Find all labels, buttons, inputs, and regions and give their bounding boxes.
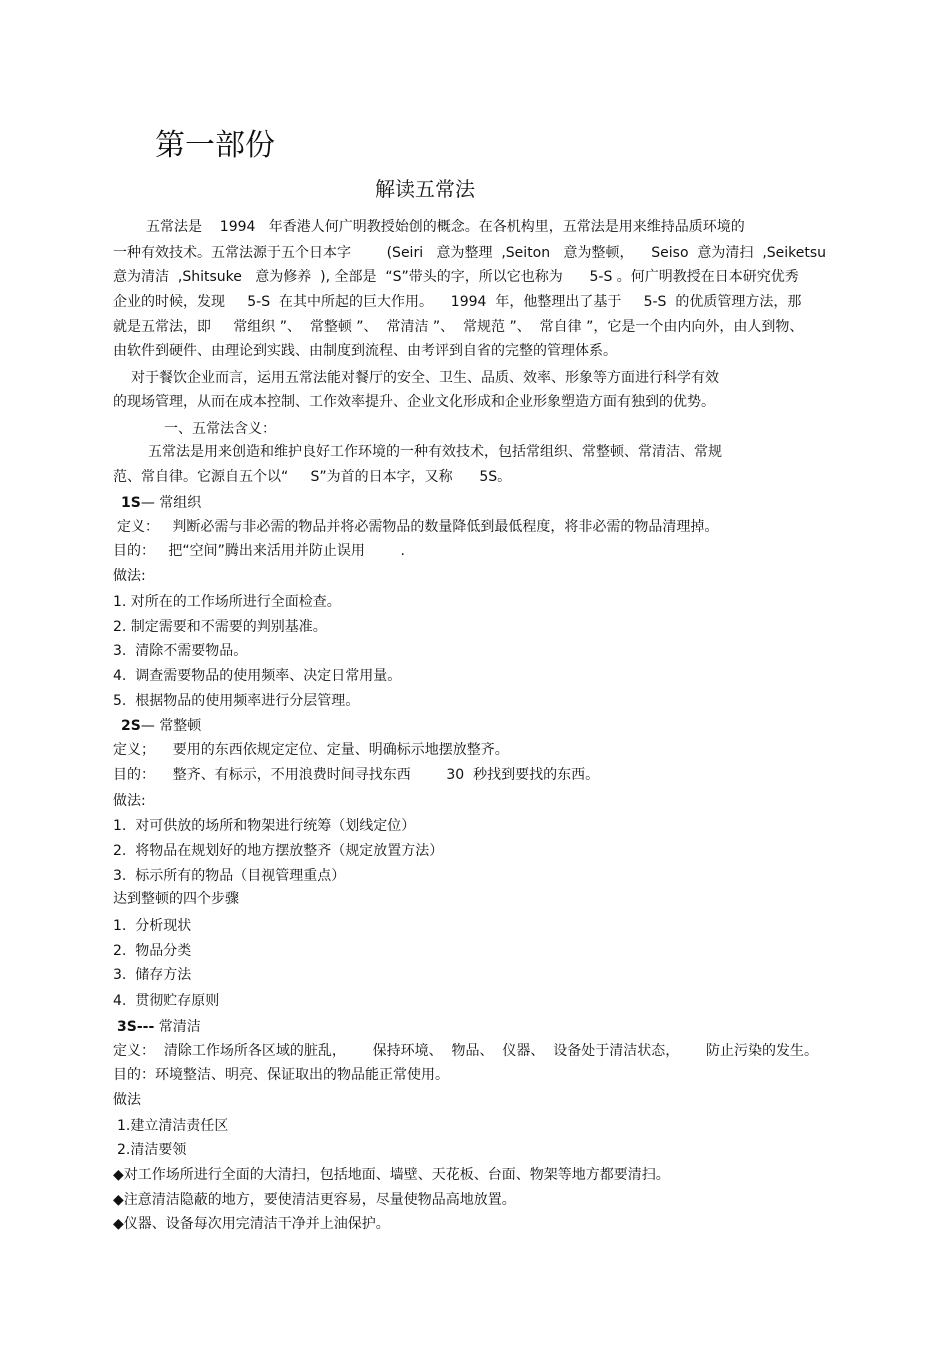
intro-line: 五常法是 1994 年香港人何广明教授始创的概念。在各机构里，五常法是用来维持品质环境的 [146,219,745,235]
s2-four-step: 2. 物品分类 [113,943,192,959]
s2-step: 3. 标示所有的物品（目视管理重点） [113,868,346,884]
s1-step: 2. 制定需要和不需要的判别基准。 [113,619,327,635]
s2-title: — 常整顿 [140,718,202,734]
s3-bullet: ◆对工作场所进行全面的大清扫，包括地面、墙壁、天花板、台面、物架等地方都要清扫。 [113,1167,670,1183]
section-title: 解读五常法 [375,177,475,201]
s3-title: 常清洁 [154,1019,201,1035]
s1-step: 4. 调查需要物品的使用频率、决定日常用量。 [113,668,402,684]
s3-heading [117,1018,201,1036]
part-title: 第一部份 [155,128,275,163]
intro-line: 意为清洁 ,Shitsuke 意为修养 ), 全部是 “S”带头的字，所以它也称为 5-S 。何广明教授在日本研究优秀 [113,269,799,285]
s1-step: 1. 对所在的工作场所进行全面检查。 [113,594,341,610]
s3-purpose: 目的：环境整洁、明亮、保证取出的物品能正常使用。 [113,1067,449,1083]
intro-line: 就是五常法，即 常组织 ”、 常整顿 ”、 常清洁 ”、 常规范 ”、 常自律 ”，它是一个由内向外，由人到物、 [113,319,804,335]
meaning-heading: 一、五常法含义： [164,421,276,437]
s1-definition: 定义： 判断必需与非必需的物品并将必需物品的数量降低到最低程度，将非必需的物品清理掉。 [117,519,719,535]
s2-step: 2. 将物品在规划好的地方摆放整齐（规定放置方法） [113,843,444,859]
s3-code: 3S--- [117,1019,155,1035]
s2-method-label: 做法: [113,793,146,809]
s1-heading [121,494,201,512]
intro-line: 由软件到硬件、由理论到实践、由制度到流程、由考评到自省的完整的管理体系。 [113,343,617,359]
s1-title: — 常组织 [140,495,202,511]
paragraph-line: 对于餐饮企业而言，运用五常法能对餐厅的安全、卫生、品质、效率、形象等方面进行科学有效 [131,370,719,386]
s3-method-label: 做法 [113,1092,141,1108]
s2-code: 2S [121,718,141,734]
intro-line: 一种有效技术。五常法源于五个日本字 (Seiri 意为整理 ,Seiton 意为整顿， Seiso 意为清扫 ,Seiketsu [113,245,827,261]
s1-code: 1S [121,495,141,511]
paragraph-line: 的现场管理，从而在成本控制、工作效率提升、企业文化形成和企业形象塑造方面有独到的优势。 [113,394,715,410]
s1-purpose: 目的： 把“空间”腾出来活用并防止误用 . [113,543,405,559]
s3-definition: 定义： 清除工作场所各区域的脏乱， 保持环境、 物品、 仪器、 设备处于清洁状态， 防止污染的发生。 [113,1043,819,1059]
meaning-line: 五常法是用来创造和维护良好工作环境的一种有效技术，包括常组织、常整顿、常清洁、常规 [148,444,722,460]
s1-step: 5. 根据物品的使用频率进行分层管理。 [113,693,360,709]
intro-line: 企业的时候，发现 5-S 在其中所起的巨大作用。 1994 年，他整理出了基于 5-S 的优质管理方法，那 [113,294,802,310]
s2-four-step: 1. 分析现状 [113,918,192,934]
s2-four-step: 3. 储存方法 [113,967,192,983]
s2-four-step: 4. 贯彻贮存原则 [113,993,220,1009]
s2-heading [121,717,201,735]
s2-definition: 定义； 要用的东西依规定定位、定量、明确标示地摆放整齐。 [113,742,509,758]
s2-step: 1. 对可供放的场所和物架进行统筹（划线定位） [113,818,416,834]
meaning-line: 范、常自律。它源自五个以“ S”为首的日本字，又称 5S。 [113,469,512,485]
s2-four-steps-label: 达到整顿的四个步骤 [113,891,239,907]
s1-method-label: 做法: [113,568,146,584]
s3-bullet: ◆注意清洁隐蔽的地方，要使清洁更容易，尽量使物品高地放置。 [113,1192,516,1208]
s3-bullet: ◆仪器、设备每次用完清洁干净并上油保护。 [113,1216,390,1232]
s2-purpose: 目的： 整齐、有标示，不用浪费时间寻找东西 30 秒找到要找的东西。 [113,767,600,783]
s3-step: 1.建立清洁责任区 [117,1118,229,1134]
s1-step: 3. 清除不需要物品。 [113,643,248,659]
s3-step: 2.清洁要领 [117,1142,187,1158]
